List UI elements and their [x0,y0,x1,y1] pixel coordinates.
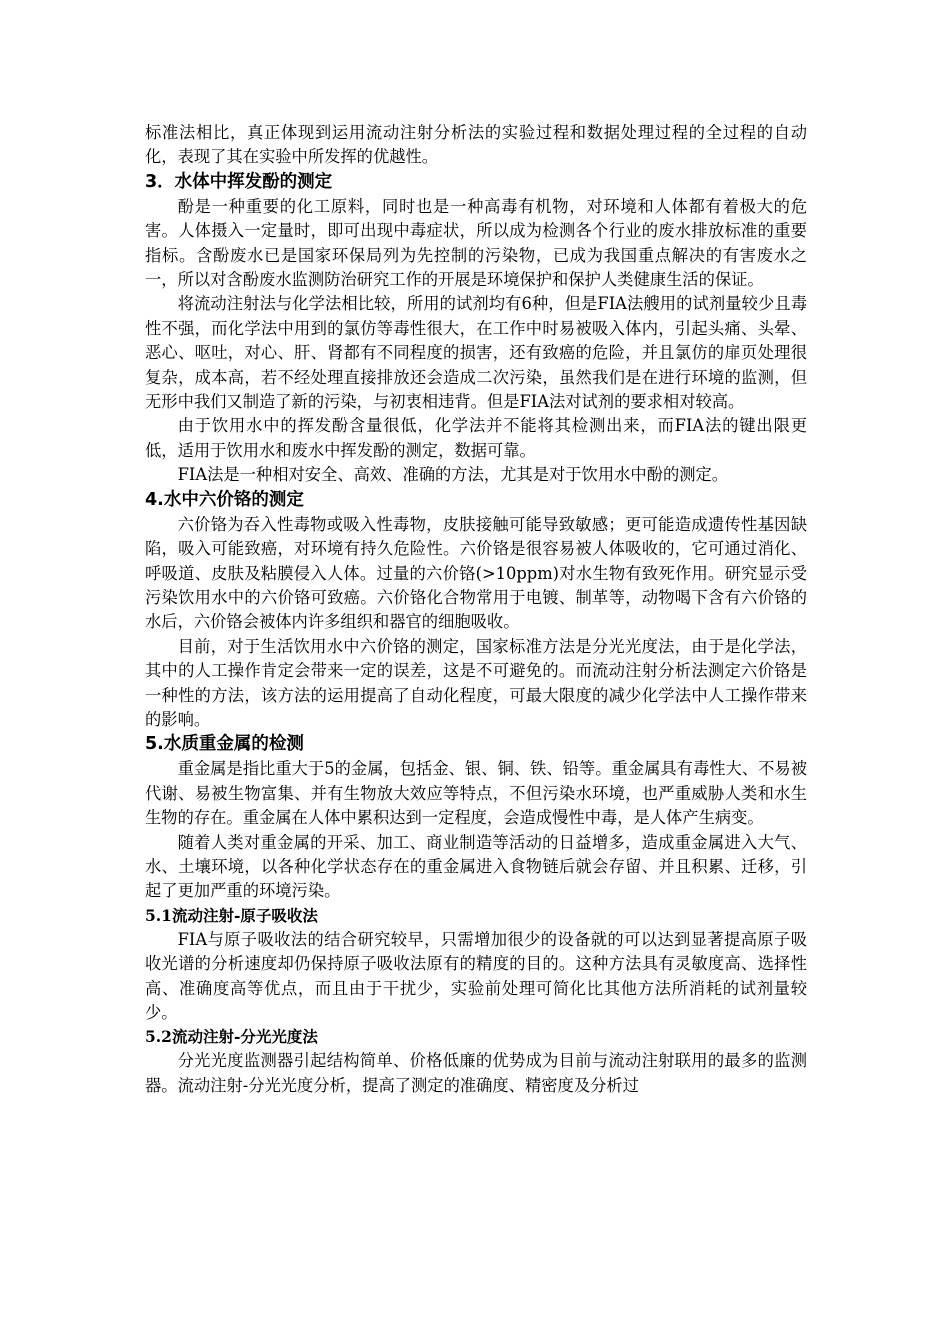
section-heading-3: 3．水体中挥发酚的测定 [145,171,333,192]
paragraph-4-2: 目前，对于生活饮用水中六价铬的测定，国家标准方法是分光光度法，由于是化学法，其中的人工操作肯定会带来一定的误差，这是不可避免的。而流动注射分析法测定六价铬是一种性的方法，该方法的运用提高了自动化程度，可最大限度的减少化学法中人工操作带来的影响。 [145,636,807,729]
paragraph-5-2-1: 分光光度监测器引起结构简单、价格低廉的优势成为目前与流动注射联用的最多的监测器。流动注射-分光光度分析，提高了测定的准确度、精密度及分析过 [145,1051,807,1095]
subsection-heading-5-1: 5.1流动注射-原子吸收法 [145,905,318,925]
paragraph-3-2: 将流动注射法与化学法相比较，所用的试剂均有6种，但是FIA法艘用的试剂量较少且毒性不强，而化学法中用到的氯仿等毒性很大，在工作中时易被吸入体内，引起头痛、头晕、恶心、呕吐，对心、肝、肾都有不同程度的损害，还有致癌的危险，并且氯仿的扉页处理很复杂，成本高，若不经处理直接排放还会造成二次污染，虽然我们是在进行环境的监测，但无形中我们又制造了新的污染，与初衷相违背。但是FIA法对试剂的要求相对较高。 [145,294,807,412]
paragraph-3-4: FIA法是一种相对安全、高效、准确的方法，尤其是对于饮用水中酚的测定。 [177,465,729,485]
paragraph-5-1: 重金属是指比重大于5的金属，包括金、银、铜、铁、铅等。重金属具有毒性大、不易被代谢、易被生物富集、并有生物放大效应等特点，不但污染水环境，也严重威胁人类和水生生物的存在。重金属在人体中累积达到一定程度，会造成慢性中毒，是人体产生病变。 [145,759,807,828]
subsection-heading-5-2: 5.2流动注射-分光光度法 [145,1027,318,1047]
paragraph-4-1: 六价铬为吞入性毒物或吸入性毒物，皮肤接触可能导致敏感；更可能造成遗传性基因缺陷，吸入可能致癌，对环境有持久危险性。六价铬是很容易被人体吸收的，它可通过消化、呼吸道、皮肤及粘膜侵入人体。过量的六价铬(>10ppm)对水生物有致死作用。研究显示受污染饮用水中的六价铬可致癌。六价铬化合物常用于电镀、制革等，动物喝下含有六价铬的水后，六价铬会被体内许多组织和器官的细胞吸收。 [145,514,807,632]
paragraph-3-1: 酚是一种重要的化工原料，同时也是一种高毒有机物，对环境和人体都有着极大的危害。人体摄入一定量时，即可出现中毒症状，所以成为检测各个行业的废水排放标准的重要指标。含酚废水已是国家环保局列为先控制的污染物，已成为我国重点解决的有害废水之一，所以对含酚废水监测防治研究工作的开展是环境保护和保护人类健康生活的保证。 [145,196,807,290]
section-heading-5: 5.水质重金属的检测 [145,734,304,755]
paragraph-3-3: 由于饮用水中的挥发酚含量很低，化学法并不能将其检测出来，而FIA法的键出限更低，适用于饮用水和废水中挥发酚的测定，数据可靠。 [145,416,807,460]
document-page [145,121,807,1098]
section-heading-4: 4.水中六价铬的测定 [145,489,304,510]
paragraph-5-2: 随着人类对重金属的开采、加工、商业制造等活动的日益增多，造成重金属进入大气、水、土壤环境，以各种化学状态存在的重金属进入食物链后就会存留、并且积累、迁移，引起了更加严重的环境污染。 [145,832,807,901]
paragraph-5-1-1: FIA与原子吸收法的结合研究较早，只需增加很少的设备就的可以达到显著提高原子吸收光谱的分析速度却仍保持原子吸收法原有的精度的目的。这种方法具有灵敏度高、选择性高、准确度高等优点，而且由于干扰少，实验前处理可简化比其他方法所消耗的试剂量较少。 [145,929,807,1022]
paragraph-intro: 标准法相比，真正体现到运用流动注射分析法的实验过程和数据处理过程的全过程的自动化，表现了其在实验中所发挥的优越性。 [145,123,807,167]
